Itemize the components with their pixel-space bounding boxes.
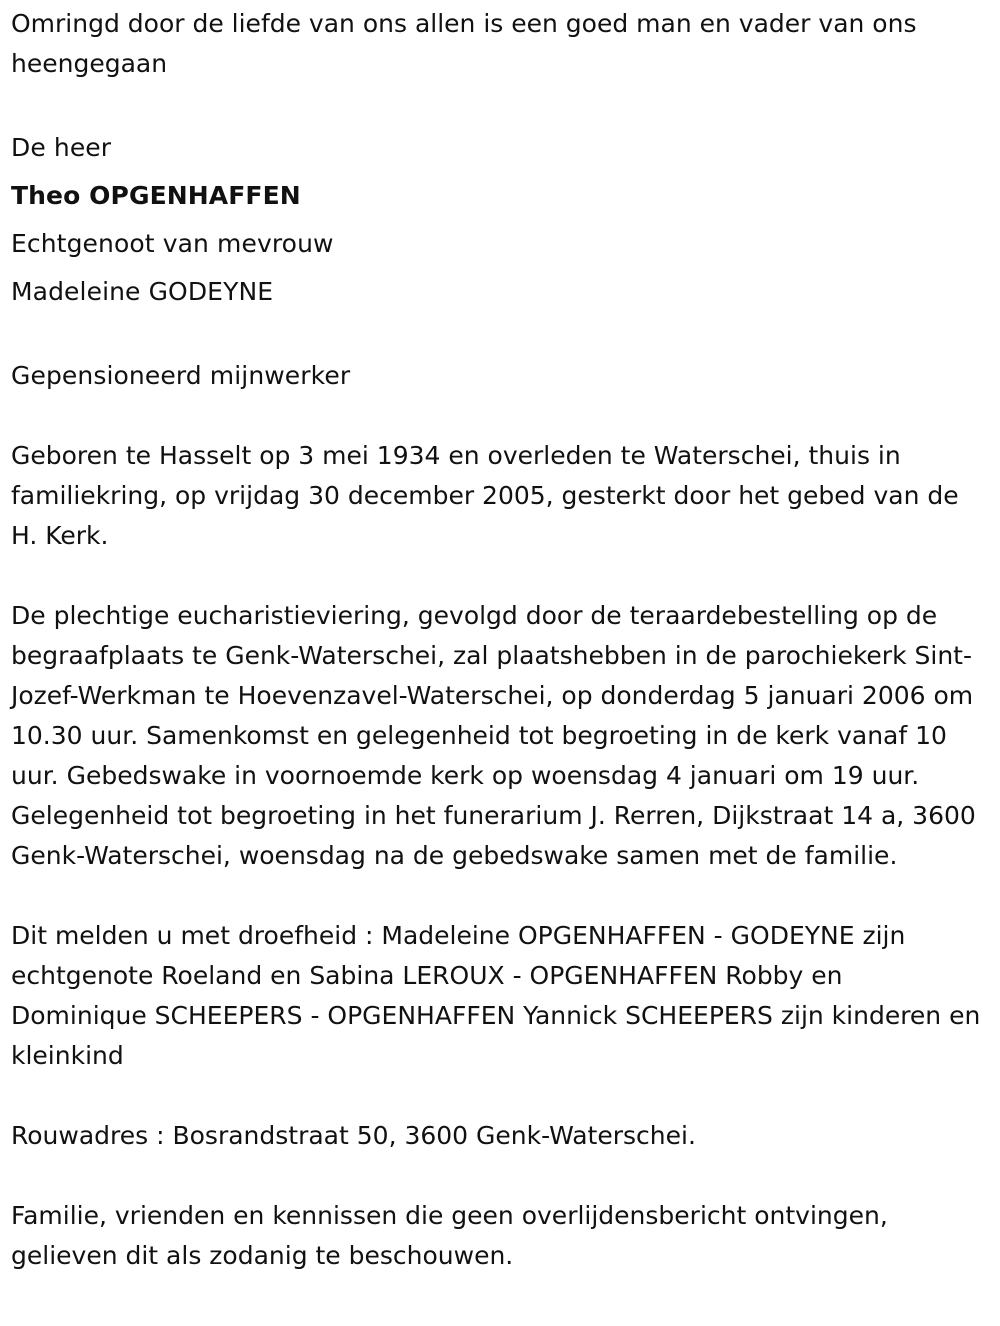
spouse-label: Echtgenoot van mevrouw xyxy=(11,229,334,258)
intro-text: Omringd door de liefde van ons allen is een goed man en vader van ons heengegaan xyxy=(11,9,917,78)
spacer xyxy=(11,1156,988,1196)
occupation-text: Gepensioneerd mijnwerker xyxy=(11,361,351,390)
spouse-name: Madeleine GODEYNE xyxy=(11,277,274,306)
announced-by-text: Dit melden u met droefheid : Madeleine OPGENHAFFEN - GODEYNE zijn echtgenote Roeland en Sabina LEROUX - OPGENHAFFEN Robby en Dominique SCHEEPERS - OPGENHAFFEN Yannick SCHEEPERS zijn kinderen en kleinkind xyxy=(11,921,981,1070)
spacer xyxy=(11,84,988,124)
spacer xyxy=(11,396,988,436)
spacer xyxy=(11,316,988,356)
birth-death-text: Geboren te Hasselt op 3 mei 1934 en overleden te Waterschei, thuis in familiekring, op vrijdag 30 december 2005, gesterkt door het gebed van de H. Kerk. xyxy=(11,441,959,550)
spacer xyxy=(11,556,988,596)
closing-text: Familie, vrienden en kennissen die geen overlijdensbericht ontvingen, gelieven dit als zodanig te beschouwen. xyxy=(11,1201,888,1270)
mourning-address: Rouwadres : Bosrandstraat 50, 3600 Genk-Waterschei. xyxy=(11,1121,696,1150)
title-text: De heer xyxy=(11,133,112,162)
ceremony-text: De plechtige eucharistieviering, gevolgd door de teraardebestelling op de begraafplaats te Genk-Waterschei, zal plaatshebben in de parochiekerk Sint-Jozef-Werkman te Hoevenzavel-Waterschei, op donderdag 5 januari 2006 om 10.30 uur. Samenkomst en gelegenheid tot begroeting in de kerk vanaf 10 uur. Gebedswake in voornoemde kerk op woensdag 4 januari om 19 uur. Gelegenheid tot begroeting in het funerarium J. Rerren, Dijkstraat 14 a, 3600 Genk-Waterschei, woensdag na de gebedswake samen met de familie. xyxy=(11,601,976,870)
spacer xyxy=(11,1076,988,1116)
deceased-name: Theo OPGENHAFFEN xyxy=(11,181,301,210)
spacer xyxy=(11,876,988,916)
